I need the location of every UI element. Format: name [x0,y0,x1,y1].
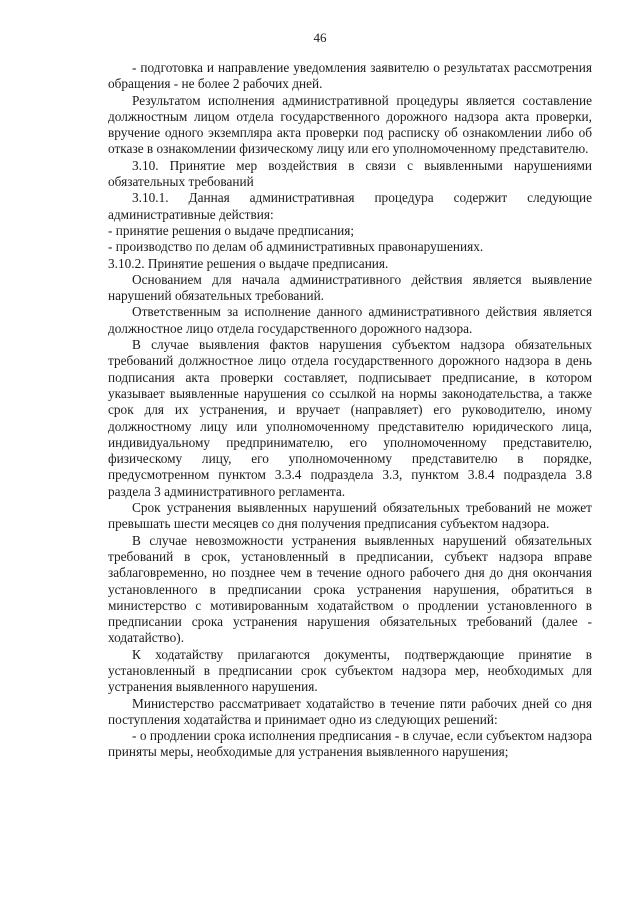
section-heading-3-10: 3.10. Принятие мер воздействия в связи с выявленными нарушениями обязательных требований [108,157,592,190]
list-item-order-decision: - принятие решения о выдаче предписания; [108,222,355,238]
paragraph-grounds: Основанием для начала административного действия является выявление нарушений обязательных требований. [108,271,592,304]
paragraph-elimination-term: Срок устранения выявленных нарушений обязательных требований не может превышать шести месяцев со дня получения предписания субъектом надзора. [108,500,592,532]
list-item-term-extension: - о продлении срока исполнения предписания - в случае, если субъектом надзора приняты меры, необходимые для устранения выявленного нарушения; [108,728,592,760]
paragraph-extension-request: В случае невозможности устранения выявленных нарушений обязательных требований в срок, установленный в предписании, субъект надзора вправе заблаговременно, но позднее чем в течение одного рабочего дня до дня окончания установленного в предписании срока устранения нарушения, обратиться в министерство с мотивированным ходатайством о продлении установленного в предписании срока устранения нарушения обязательных требований (далее - ходатайство). [108,532,592,646]
paragraph-3-10-1: 3.10.1. Данная административная процедура содержит следующие административные действия: [108,190,592,222]
paragraph-violation-order: В случае выявления фактов нарушения субъектом надзора обязательных требований должностное лицо отдела государственного дорожного надзора в день подписания акта проверки составляет, подписывает предписание, в котором указывает выявленные нарушения со ссылкой на нормы законодательства, а также срок для их устранения, и вручает (направляет) его руководителю, иному должностному лицу или уполномоченному представителю юридического лица, индивидуальному предпринимателю, его уполномоченному представителю, физическому лицу, его уполномоченному представителю в порядке, предусмотренном пунктом 3.3.4 подраздела 3.3, пунктом 3.8.4 подраздела 3.8 раздела 3 административного регламента. [108,337,592,499]
page-number: 46 [313,30,327,45]
paragraph-attached-documents: К ходатайству прилагаются документы, подтверждающие принятие в установленный в предписании срок субъектом надзора мер, необходимых для устранения выявленного нарушения. [108,646,592,695]
paragraph-responsible-person: Ответственным за исполнение данного административного действия является должностное лицо отдела государственного дорожного надзора. [108,304,592,336]
paragraph-3-10-2: 3.10.2. Принятие решения о выдаче предписания. [108,255,389,271]
paragraph-ministry-review: Министерство рассматривает ходатайство в течение пяти рабочих дней со дня поступления ходатайства и принимает одно из следующих решений: [108,695,592,727]
list-item-administrative-offences: - производство по делам об административных правонарушениях. [108,239,484,255]
paragraph-procedure-result: Результатом исполнения административной процедуры является составление должностным лицом отдела государственного дорожного надзора акта проверки, вручение одного экземпляра акта проверки под расписку об ознакомлении либо об отказе в ознакомлении физическому лицу или его уполномоченному представителю. [108,92,592,157]
paragraph-notice-preparation: - подготовка и направление уведомления заявителю о результатах рассмотрения обращения - не более 2 рабочих дней. [108,60,592,92]
document-body [108,60,592,761]
